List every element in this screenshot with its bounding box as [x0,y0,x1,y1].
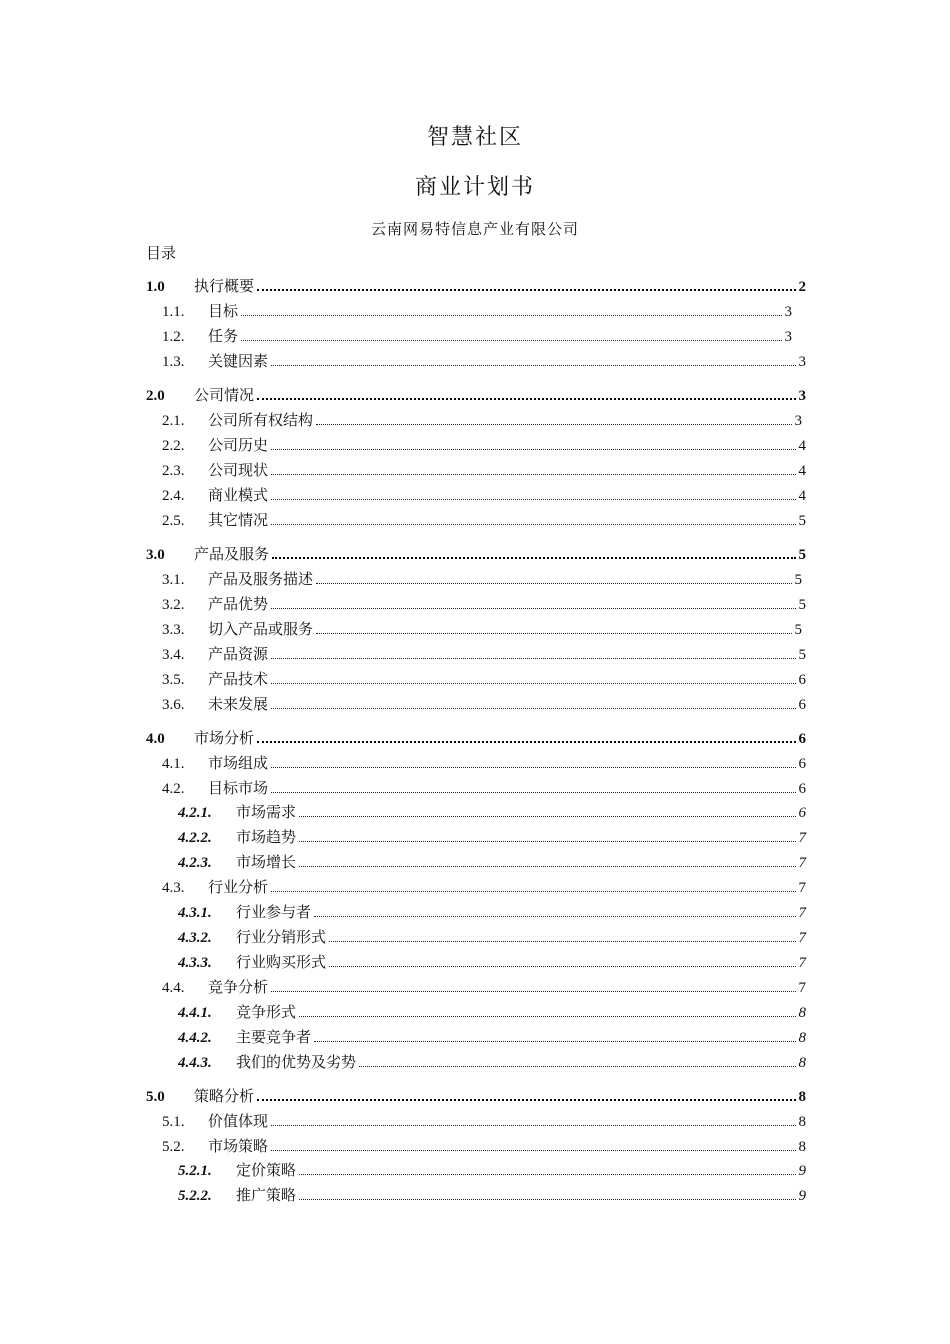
toc-entry-title: 价值体现 [208,1112,269,1130]
toc-leader-dots [299,816,795,817]
toc-entry-number: 5.0 [146,1089,165,1105]
toc-entry-title: 定价策略 [236,1161,297,1179]
toc-entry[interactable] [162,324,792,346]
toc-entry[interactable] [178,1025,806,1047]
toc-entry-number: 3.4. [162,647,185,663]
toc-leader-dots [271,891,795,892]
toc-leader-dots [314,916,795,917]
toc-entry[interactable] [162,1134,806,1156]
toc-entry-number: 5.2.1. [178,1163,212,1179]
toc-leader-dots [257,289,795,291]
toc-entry-number: 1.2. [162,329,185,345]
toc-entry-page: 5 [794,572,802,588]
toc-entry[interactable] [162,751,806,773]
toc-leader-dots [271,524,795,525]
toc-leader-dots [271,474,795,475]
toc-leader-dots [271,658,795,659]
toc-entry-page: 5 [798,647,806,663]
toc-entry-number: 2.5. [162,513,185,529]
toc-entry-title: 市场分析 [194,729,255,747]
toc-leader-dots [359,1066,795,1067]
toc-entry-page: 8 [798,1030,806,1046]
toc-entry-number: 5.1. [162,1114,185,1130]
toc-entry-number: 5.2. [162,1139,185,1155]
toc-entry-page: 4 [798,488,806,504]
toc-entry-number: 4.4.3. [178,1055,212,1071]
toc-entry-number: 1.1. [162,304,185,320]
toc-entry-page: 6 [798,805,806,821]
toc-entry-title: 关键因素 [208,352,269,370]
toc-entry[interactable] [146,542,806,564]
toc-entry-number: 2.1. [162,413,185,429]
toc-leader-dots [299,1016,795,1017]
toc-entry[interactable] [146,1084,806,1106]
toc-entry-page: 8 [798,1089,806,1105]
toc-entry-number: 4.0 [146,731,165,747]
toc-entry-page: 8 [798,1114,806,1130]
toc-entry-title: 行业购买形式 [236,953,327,971]
toc-leader-dots [329,941,795,942]
toc-entry-title: 切入产品或服务 [208,620,314,638]
toc-entry-number: 4.1. [162,756,185,772]
toc-leader-dots [329,966,795,967]
toc-entry-page: 3 [798,354,806,370]
toc-entry[interactable] [178,925,806,947]
toc-entry-page: 8 [798,1139,806,1155]
toc-leader-dots [314,1041,795,1042]
toc-entry[interactable] [146,383,806,405]
toc-entry-title: 产品及服务描述 [208,570,314,588]
toc-entry[interactable] [162,458,806,480]
toc-entry-number: 4.3. [162,880,185,896]
toc-entry-page: 4 [798,463,806,479]
toc-entry-page: 7 [798,855,806,871]
toc-entry-page: 7 [798,930,806,946]
toc-leader-dots [271,991,795,992]
toc-entry-title: 产品及服务 [194,545,270,563]
toc-entry-page: 9 [798,1163,806,1179]
toc-entry-title: 市场组成 [208,754,269,772]
toc-entry-number: 3.0 [146,547,165,563]
toc-leader-dots [271,683,795,684]
toc-entry[interactable] [178,1158,806,1180]
toc-entry-number: 4.2.3. [178,855,212,871]
toc-entry[interactable] [162,617,802,639]
toc-entry[interactable] [162,875,806,897]
toc-entry[interactable] [162,508,806,530]
toc-entry-title: 行业分析 [208,878,269,896]
toc-entry[interactable] [162,408,802,430]
toc-leader-dots [271,608,795,609]
toc-entry-title: 公司所有权结构 [208,411,314,429]
toc-entry[interactable] [178,850,806,872]
toc-entry-title: 公司历史 [208,436,269,454]
toc-leader-dots [257,741,795,743]
toc-leader-dots [257,398,795,400]
toc-entry-page: 6 [798,781,806,797]
toc-entry-page: 6 [798,672,806,688]
toc-entry-page: 6 [798,697,806,713]
toc-entry[interactable] [178,1183,806,1205]
toc-entry-page: 7 [798,980,806,996]
toc-entry-page: 5 [798,547,806,563]
toc-entry-number: 4.4.1. [178,1005,212,1021]
toc-entry[interactable] [162,433,806,455]
toc-entry-page: 6 [798,731,806,747]
toc-entry[interactable] [146,726,806,748]
toc-entry-page: 5 [798,513,806,529]
toc-leader-dots [271,792,795,793]
toc-leader-dots [316,424,791,425]
toc-entry[interactable] [162,299,792,321]
toc-entry[interactable] [162,349,806,371]
toc-leader-dots [271,449,795,450]
toc-entry-number: 1.0 [146,279,165,295]
toc-entry-title: 市场增长 [236,853,297,871]
toc-entry-title: 行业分销形式 [236,928,327,946]
toc-entry-page: 3 [784,304,792,320]
toc-entry-title: 市场策略 [208,1137,269,1155]
toc-entry-title: 执行概要 [194,277,255,295]
toc-entry[interactable] [178,950,806,972]
toc-entry-page: 3 [798,388,806,404]
toc-leader-dots [271,1125,795,1126]
toc-entry-page: 6 [798,756,806,772]
toc-entry[interactable] [178,1050,806,1072]
toc-leader-dots [271,499,795,500]
toc-entry[interactable] [146,274,806,296]
toc-entry-title: 市场需求 [236,803,297,821]
toc-leader-dots [271,708,795,709]
toc-entry-number: 3.2. [162,597,185,613]
toc-entry-page: 4 [798,438,806,454]
toc-entry-number: 2.2. [162,438,185,454]
toc-entry[interactable] [178,900,806,922]
toc-entry-page: 3 [784,329,792,345]
toc-entry[interactable] [162,1109,806,1131]
toc-entry-page: 7 [798,830,806,846]
toc-entry[interactable] [162,776,806,798]
toc-entry[interactable] [162,642,806,664]
toc-entry-page: 7 [798,880,806,896]
toc-entry-number: 2.0 [146,388,165,404]
toc-leader-dots [316,633,791,634]
toc-leader-dots [271,767,795,768]
toc-entry-title: 竞争形式 [236,1003,297,1021]
toc-entry-title: 其它情况 [208,511,269,529]
toc-leader-dots [316,583,791,584]
toc-heading: 目录 [146,244,177,262]
toc-entry-page: 8 [798,1005,806,1021]
toc-entry-number: 4.3.1. [178,905,212,921]
toc-entry-page: 2 [798,279,806,295]
toc-entry-title: 公司现状 [208,461,269,479]
toc-entry[interactable] [178,800,806,822]
toc-entry-title: 推广策略 [236,1186,297,1204]
toc-entry-title: 行业参与者 [236,903,312,921]
document-subtitle: 商业计划书 [414,175,535,200]
toc-entry-number: 2.3. [162,463,185,479]
toc-entry[interactable] [162,483,806,505]
toc-entry[interactable] [162,592,806,614]
toc-entry-number: 1.3. [162,354,185,370]
toc-entry-title: 公司情况 [194,386,255,404]
toc-entry-number: 3.5. [162,672,185,688]
toc-leader-dots [299,1199,795,1200]
toc-entry-title: 商业模式 [208,486,269,504]
toc-entry-title: 产品技术 [208,670,269,688]
toc-entry-number: 2.4. [162,488,185,504]
toc-leader-dots [271,365,795,366]
toc-entry-title: 市场趋势 [236,828,297,846]
toc-entry-page: 7 [798,905,806,921]
toc-entry[interactable] [162,692,806,714]
toc-entry-page: 9 [798,1188,806,1204]
toc-entry-title: 竞争分析 [208,978,269,996]
toc-entry-title: 产品资源 [208,645,269,663]
toc-leader-dots [257,1099,795,1101]
document-title: 智慧社区 [426,125,523,150]
toc-entry-page: 3 [794,413,802,429]
toc-entry-title: 目标市场 [208,779,269,797]
toc-leader-dots [299,841,795,842]
toc-entry-number: 4.2. [162,781,185,797]
toc-entry-page: 7 [798,955,806,971]
toc-leader-dots [241,315,781,316]
toc-entry-number: 3.3. [162,622,185,638]
toc-entry-page: 5 [794,622,802,638]
toc-entry-title: 策略分析 [194,1087,255,1105]
toc-entry[interactable] [178,825,806,847]
toc-entry-number: 3.6. [162,697,185,713]
toc-entry-title: 产品优势 [208,595,269,613]
toc-entry-title: 主要竞争者 [236,1028,312,1046]
toc-entry-page: 5 [798,597,806,613]
toc-entry-number: 4.2.2. [178,830,212,846]
toc-leader-dots [272,557,795,559]
company-name: 云南网易特信息产业有限公司 [370,220,579,238]
toc-entry-page: 8 [798,1055,806,1071]
toc-entry[interactable] [162,567,802,589]
toc-entry-title: 目标 [208,302,239,320]
toc-entry[interactable] [162,975,806,997]
toc-entry-title: 我们的优势及劣势 [236,1053,357,1071]
toc-leader-dots [299,866,795,867]
toc-leader-dots [299,1174,795,1175]
toc-entry[interactable] [178,1000,806,1022]
toc-entry-title: 未来发展 [208,695,269,713]
toc-entry-number: 4.4.2. [178,1030,212,1046]
toc-entry-number: 4.3.3. [178,955,212,971]
toc-entry-number: 4.2.1. [178,805,212,821]
toc-entry-number: 5.2.2. [178,1188,212,1204]
toc-entry[interactable] [162,667,806,689]
toc-entry-number: 4.4. [162,980,185,996]
toc-entry-title: 任务 [208,327,239,345]
toc-entry-number: 4.3.2. [178,930,212,946]
toc-leader-dots [241,340,781,341]
toc-entry-number: 3.1. [162,572,185,588]
toc-leader-dots [271,1150,795,1151]
